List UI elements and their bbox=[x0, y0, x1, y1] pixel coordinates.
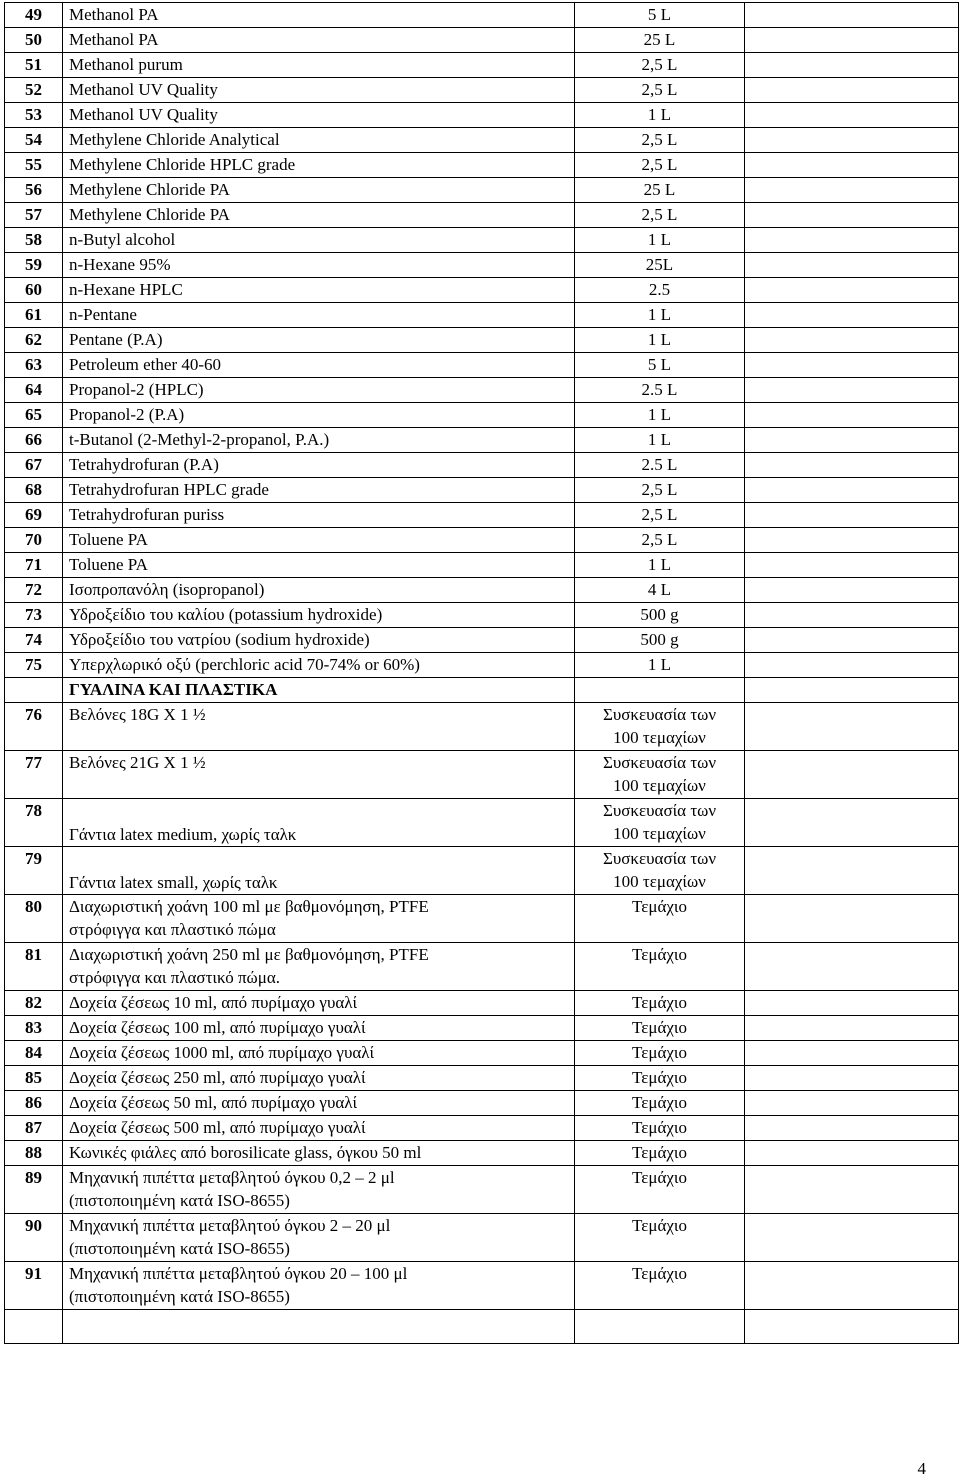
table-row bbox=[5, 428, 959, 453]
heading-blank bbox=[5, 678, 63, 703]
item-blank bbox=[745, 895, 959, 943]
item-name: Pentane (P.A) bbox=[63, 328, 575, 353]
item-quantity bbox=[575, 847, 745, 895]
item-name: Propanol-2 (HPLC) bbox=[63, 378, 575, 403]
item-number: 84 bbox=[5, 1041, 63, 1066]
table-row bbox=[5, 503, 959, 528]
item-blank bbox=[745, 3, 959, 28]
item-quantity: Τεμάχιο bbox=[575, 991, 745, 1016]
item-blank bbox=[745, 1016, 959, 1041]
item-blank bbox=[745, 453, 959, 478]
item-quantity-line: Συσκευασία των bbox=[602, 753, 717, 772]
item-quantity: 2,5 L bbox=[575, 153, 745, 178]
item-name-line: Διαχωριστική χοάνη 250 ml με βαθμονόμηση, PTFE bbox=[69, 945, 429, 964]
table-row bbox=[5, 153, 959, 178]
item-number: 51 bbox=[5, 53, 63, 78]
item-name: Tetrahydrofuran HPLC grade bbox=[63, 478, 575, 503]
table-row bbox=[5, 1066, 959, 1091]
item-quantity-line: 100 τεμαχίων bbox=[613, 728, 706, 747]
item-name-line: Διαχωριστική χοάνη 100 ml με βαθμονόμηση, PTFE bbox=[69, 897, 429, 916]
item-name: Tetrahydrofuran (P.A) bbox=[63, 453, 575, 478]
item-quantity: 1 L bbox=[575, 303, 745, 328]
item-blank bbox=[745, 553, 959, 578]
item-blank bbox=[745, 1141, 959, 1166]
table-row bbox=[5, 328, 959, 353]
item-quantity: Τεμάχιο bbox=[575, 1066, 745, 1091]
item-number: 82 bbox=[5, 991, 63, 1016]
table-row bbox=[5, 353, 959, 378]
item-name: Toluene PA bbox=[63, 528, 575, 553]
empty-cell bbox=[5, 1310, 63, 1344]
table-row bbox=[5, 895, 959, 943]
item-quantity: Τεμάχιο bbox=[575, 895, 745, 943]
item-number: 49 bbox=[5, 3, 63, 28]
table-row bbox=[5, 1141, 959, 1166]
item-name: Methanol PA bbox=[63, 3, 575, 28]
item-number: 67 bbox=[5, 453, 63, 478]
item-blank bbox=[745, 28, 959, 53]
item-blank bbox=[745, 1091, 959, 1116]
item-name: Γάντια latex medium, χωρίς ταλκ bbox=[63, 799, 575, 847]
table-row bbox=[5, 453, 959, 478]
table-row bbox=[5, 1116, 959, 1141]
item-quantity: 25 L bbox=[575, 28, 745, 53]
item-blank bbox=[745, 328, 959, 353]
item-number: 71 bbox=[5, 553, 63, 578]
table-row bbox=[5, 578, 959, 603]
empty-row bbox=[5, 1310, 959, 1344]
item-blank bbox=[745, 53, 959, 78]
table-row bbox=[5, 528, 959, 553]
table-row bbox=[5, 178, 959, 203]
item-name bbox=[63, 895, 575, 943]
item-quantity bbox=[575, 703, 745, 751]
item-blank bbox=[745, 203, 959, 228]
item-name: t-Butanol (2-Methyl-2-propanol, P.A.) bbox=[63, 428, 575, 453]
item-name: Δοχεία ζέσεως 1000 ml, από πυρίμαχο γυαλί bbox=[63, 1041, 575, 1066]
item-blank bbox=[745, 253, 959, 278]
item-name-line: Μηχανική πιπέττα μεταβλητού όγκου 20 – 100 μl bbox=[69, 1264, 408, 1283]
item-name-line: στρόφιγγα και πλαστικό πώμα bbox=[69, 920, 276, 939]
table-row bbox=[5, 303, 959, 328]
item-blank bbox=[745, 378, 959, 403]
item-number: 75 bbox=[5, 653, 63, 678]
item-blank bbox=[745, 1116, 959, 1141]
item-quantity: 25 L bbox=[575, 178, 745, 203]
item-name: Υπερχλωρικό οξύ (perchloric acid 70-74% or 60%) bbox=[63, 653, 575, 678]
heading-blank bbox=[745, 678, 959, 703]
item-blank bbox=[745, 1041, 959, 1066]
item-name: Toluene PA bbox=[63, 553, 575, 578]
item-blank bbox=[745, 628, 959, 653]
item-name bbox=[63, 1262, 575, 1310]
item-name-line: (πιστοποιημένη κατά ISO-8655) bbox=[69, 1239, 290, 1258]
item-number: 85 bbox=[5, 1066, 63, 1091]
table-row bbox=[5, 553, 959, 578]
item-number: 90 bbox=[5, 1214, 63, 1262]
item-name: Ισοπροπανόλη (isopropanol) bbox=[63, 578, 575, 603]
item-quantity: 2,5 L bbox=[575, 53, 745, 78]
table-row bbox=[5, 1091, 959, 1116]
item-blank bbox=[745, 303, 959, 328]
item-quantity: 2,5 L bbox=[575, 203, 745, 228]
item-number: 63 bbox=[5, 353, 63, 378]
item-name: n-Hexane 95% bbox=[63, 253, 575, 278]
item-quantity: 2,5 L bbox=[575, 503, 745, 528]
item-quantity: Τεμάχιο bbox=[575, 1116, 745, 1141]
item-quantity: 1 L bbox=[575, 328, 745, 353]
empty-cell bbox=[575, 1310, 745, 1344]
item-name: Γάντια latex small, χωρίς ταλκ bbox=[63, 847, 575, 895]
item-name: Methanol UV Quality bbox=[63, 103, 575, 128]
table-row bbox=[5, 847, 959, 895]
item-quantity: 2.5 L bbox=[575, 453, 745, 478]
item-quantity: 1 L bbox=[575, 553, 745, 578]
item-name-line: στρόφιγγα και πλαστικό πώμα. bbox=[69, 968, 280, 987]
item-number: 66 bbox=[5, 428, 63, 453]
item-number: 68 bbox=[5, 478, 63, 503]
item-quantity: 1 L bbox=[575, 653, 745, 678]
table-row bbox=[5, 703, 959, 751]
item-name-line: (πιστοποιημένη κατά ISO-8655) bbox=[69, 1191, 290, 1210]
item-name: Βελόνες 18G X 1 ½ bbox=[63, 703, 575, 751]
item-number: 65 bbox=[5, 403, 63, 428]
item-blank bbox=[745, 353, 959, 378]
item-number: 78 bbox=[5, 799, 63, 847]
item-quantity: 25L bbox=[575, 253, 745, 278]
item-name: Methylene Chloride PA bbox=[63, 178, 575, 203]
table-row bbox=[5, 78, 959, 103]
item-quantity: Τεμάχιο bbox=[575, 943, 745, 991]
item-name: Δοχεία ζέσεως 100 ml, από πυρίμαχο γυαλί bbox=[63, 1016, 575, 1041]
item-number: 60 bbox=[5, 278, 63, 303]
item-name-line: Μηχανική πιπέττα μεταβλητού όγκου 0,2 – 2 μl bbox=[69, 1168, 395, 1187]
item-quantity-line: Συσκευασία των bbox=[602, 801, 717, 820]
item-blank bbox=[745, 403, 959, 428]
item-blank bbox=[745, 228, 959, 253]
item-name: Methylene Chloride Analytical bbox=[63, 128, 575, 153]
item-name: Methanol PA bbox=[63, 28, 575, 53]
item-number: 83 bbox=[5, 1016, 63, 1041]
item-number: 62 bbox=[5, 328, 63, 353]
table-row bbox=[5, 1214, 959, 1262]
item-quantity: 5 L bbox=[575, 3, 745, 28]
item-quantity: 2,5 L bbox=[575, 528, 745, 553]
item-blank bbox=[745, 943, 959, 991]
item-quantity-line: Συσκευασία των bbox=[602, 849, 717, 868]
item-number: 64 bbox=[5, 378, 63, 403]
item-blank bbox=[745, 128, 959, 153]
table-row bbox=[5, 28, 959, 53]
item-number: 80 bbox=[5, 895, 63, 943]
empty-cell bbox=[63, 1310, 575, 1344]
table-row bbox=[5, 3, 959, 28]
item-name: Methylene Chloride PA bbox=[63, 203, 575, 228]
table-row bbox=[5, 1262, 959, 1310]
item-quantity: 2,5 L bbox=[575, 478, 745, 503]
item-blank bbox=[745, 78, 959, 103]
item-number: 72 bbox=[5, 578, 63, 603]
item-name: n-Hexane HPLC bbox=[63, 278, 575, 303]
item-quantity: Τεμάχιο bbox=[575, 1091, 745, 1116]
table-row bbox=[5, 628, 959, 653]
table-row bbox=[5, 103, 959, 128]
item-name bbox=[63, 943, 575, 991]
item-quantity bbox=[575, 751, 745, 799]
item-quantity-line: 100 τεμαχίων bbox=[613, 872, 706, 891]
item-name: Κωνικές φιάλες από borosilicate glass, όγκου 50 ml bbox=[63, 1141, 575, 1166]
table-row bbox=[5, 128, 959, 153]
item-blank bbox=[745, 178, 959, 203]
item-blank bbox=[745, 528, 959, 553]
item-number: 88 bbox=[5, 1141, 63, 1166]
item-number: 91 bbox=[5, 1262, 63, 1310]
item-name: Δοχεία ζέσεως 10 ml, από πυρίμαχο γυαλί bbox=[63, 991, 575, 1016]
item-number: 69 bbox=[5, 503, 63, 528]
item-number: 61 bbox=[5, 303, 63, 328]
item-name: Propanol-2 (P.A) bbox=[63, 403, 575, 428]
item-blank bbox=[745, 428, 959, 453]
item-number: 74 bbox=[5, 628, 63, 653]
item-name: Δοχεία ζέσεως 500 ml, από πυρίμαχο γυαλί bbox=[63, 1116, 575, 1141]
section-heading-row bbox=[5, 678, 959, 703]
item-quantity: 1 L bbox=[575, 403, 745, 428]
item-quantity: 1 L bbox=[575, 103, 745, 128]
item-blank bbox=[745, 799, 959, 847]
item-name: Δοχεία ζέσεως 250 ml, από πυρίμαχο γυαλί bbox=[63, 1066, 575, 1091]
item-blank bbox=[745, 153, 959, 178]
table-row bbox=[5, 278, 959, 303]
item-number: 73 bbox=[5, 603, 63, 628]
table-row bbox=[5, 991, 959, 1016]
item-quantity: Τεμάχιο bbox=[575, 1214, 745, 1262]
table-row bbox=[5, 253, 959, 278]
item-blank bbox=[745, 991, 959, 1016]
item-quantity bbox=[575, 799, 745, 847]
item-blank bbox=[745, 503, 959, 528]
item-name bbox=[63, 1214, 575, 1262]
item-blank bbox=[745, 278, 959, 303]
item-blank bbox=[745, 1214, 959, 1262]
item-number: 87 bbox=[5, 1116, 63, 1141]
item-name: Βελόνες 21G X 1 ½ bbox=[63, 751, 575, 799]
section-heading: ΓΥΑΛΙΝΑ ΚΑΙ ΠΛΑΣΤΙΚΑ bbox=[63, 678, 575, 703]
item-name: Methanol UV Quality bbox=[63, 78, 575, 103]
item-name: n-Pentane bbox=[63, 303, 575, 328]
item-blank bbox=[745, 103, 959, 128]
item-quantity-line: Συσκευασία των bbox=[602, 705, 717, 724]
item-blank bbox=[745, 751, 959, 799]
item-name: Δοχεία ζέσεως 50 ml, από πυρίμαχο γυαλί bbox=[63, 1091, 575, 1116]
item-quantity: 1 L bbox=[575, 428, 745, 453]
item-blank bbox=[745, 578, 959, 603]
item-blank bbox=[745, 1166, 959, 1214]
heading-blank bbox=[575, 678, 745, 703]
item-name: Methanol purum bbox=[63, 53, 575, 78]
item-name: Methylene Chloride HPLC grade bbox=[63, 153, 575, 178]
item-quantity-line: 100 τεμαχίων bbox=[613, 776, 706, 795]
item-name: Petroleum ether 40-60 bbox=[63, 353, 575, 378]
item-number: 50 bbox=[5, 28, 63, 53]
item-quantity-line: 100 τεμαχίων bbox=[613, 824, 706, 843]
table-row bbox=[5, 653, 959, 678]
item-number: 59 bbox=[5, 253, 63, 278]
empty-cell bbox=[745, 1310, 959, 1344]
item-quantity: 2,5 L bbox=[575, 128, 745, 153]
item-blank bbox=[745, 703, 959, 751]
item-quantity: 2.5 bbox=[575, 278, 745, 303]
item-name-line: Μηχανική πιπέττα μεταβλητού όγκου 2 – 20 μl bbox=[69, 1216, 391, 1235]
item-number: 70 bbox=[5, 528, 63, 553]
table-row bbox=[5, 403, 959, 428]
item-number: 76 bbox=[5, 703, 63, 751]
table-row bbox=[5, 1166, 959, 1214]
item-blank bbox=[745, 478, 959, 503]
item-quantity: Τεμάχιο bbox=[575, 1041, 745, 1066]
item-quantity: 4 L bbox=[575, 578, 745, 603]
item-quantity: Τεμάχιο bbox=[575, 1166, 745, 1214]
item-number: 58 bbox=[5, 228, 63, 253]
table-row bbox=[5, 799, 959, 847]
item-quantity: Τεμάχιο bbox=[575, 1262, 745, 1310]
item-number: 77 bbox=[5, 751, 63, 799]
table-row bbox=[5, 378, 959, 403]
items-table bbox=[4, 2, 959, 1344]
item-name-line: (πιστοποιημένη κατά ISO-8655) bbox=[69, 1287, 290, 1306]
item-name: Tetrahydrofuran puriss bbox=[63, 503, 575, 528]
item-quantity: 500 g bbox=[575, 603, 745, 628]
item-blank bbox=[745, 847, 959, 895]
item-number: 55 bbox=[5, 153, 63, 178]
item-name: Υδροξείδιο του νατρίου (sodium hydroxide) bbox=[63, 628, 575, 653]
table-row bbox=[5, 603, 959, 628]
item-number: 79 bbox=[5, 847, 63, 895]
table-row bbox=[5, 53, 959, 78]
item-blank bbox=[745, 653, 959, 678]
item-number: 53 bbox=[5, 103, 63, 128]
item-number: 54 bbox=[5, 128, 63, 153]
item-number: 52 bbox=[5, 78, 63, 103]
item-name: n-Butyl alcohol bbox=[63, 228, 575, 253]
table-row bbox=[5, 228, 959, 253]
item-quantity: 1 L bbox=[575, 228, 745, 253]
item-quantity: 5 L bbox=[575, 353, 745, 378]
item-number: 86 bbox=[5, 1091, 63, 1116]
item-quantity: Τεμάχιο bbox=[575, 1141, 745, 1166]
item-blank bbox=[745, 1066, 959, 1091]
page-number: 4 bbox=[917, 1459, 926, 1478]
items-table-body bbox=[5, 3, 959, 1344]
item-number: 56 bbox=[5, 178, 63, 203]
item-name bbox=[63, 1166, 575, 1214]
table-row bbox=[5, 478, 959, 503]
table-row bbox=[5, 943, 959, 991]
item-number: 57 bbox=[5, 203, 63, 228]
item-number: 89 bbox=[5, 1166, 63, 1214]
table-row bbox=[5, 751, 959, 799]
table-row bbox=[5, 1041, 959, 1066]
item-quantity: 2.5 L bbox=[575, 378, 745, 403]
table-row bbox=[5, 203, 959, 228]
table-row bbox=[5, 1016, 959, 1041]
item-blank bbox=[745, 603, 959, 628]
item-blank bbox=[745, 1262, 959, 1310]
item-name: Υδροξείδιο του καλίου (potassium hydroxide) bbox=[63, 603, 575, 628]
item-quantity: Τεμάχιο bbox=[575, 1016, 745, 1041]
item-quantity: 500 g bbox=[575, 628, 745, 653]
item-quantity: 2,5 L bbox=[575, 78, 745, 103]
item-number: 81 bbox=[5, 943, 63, 991]
